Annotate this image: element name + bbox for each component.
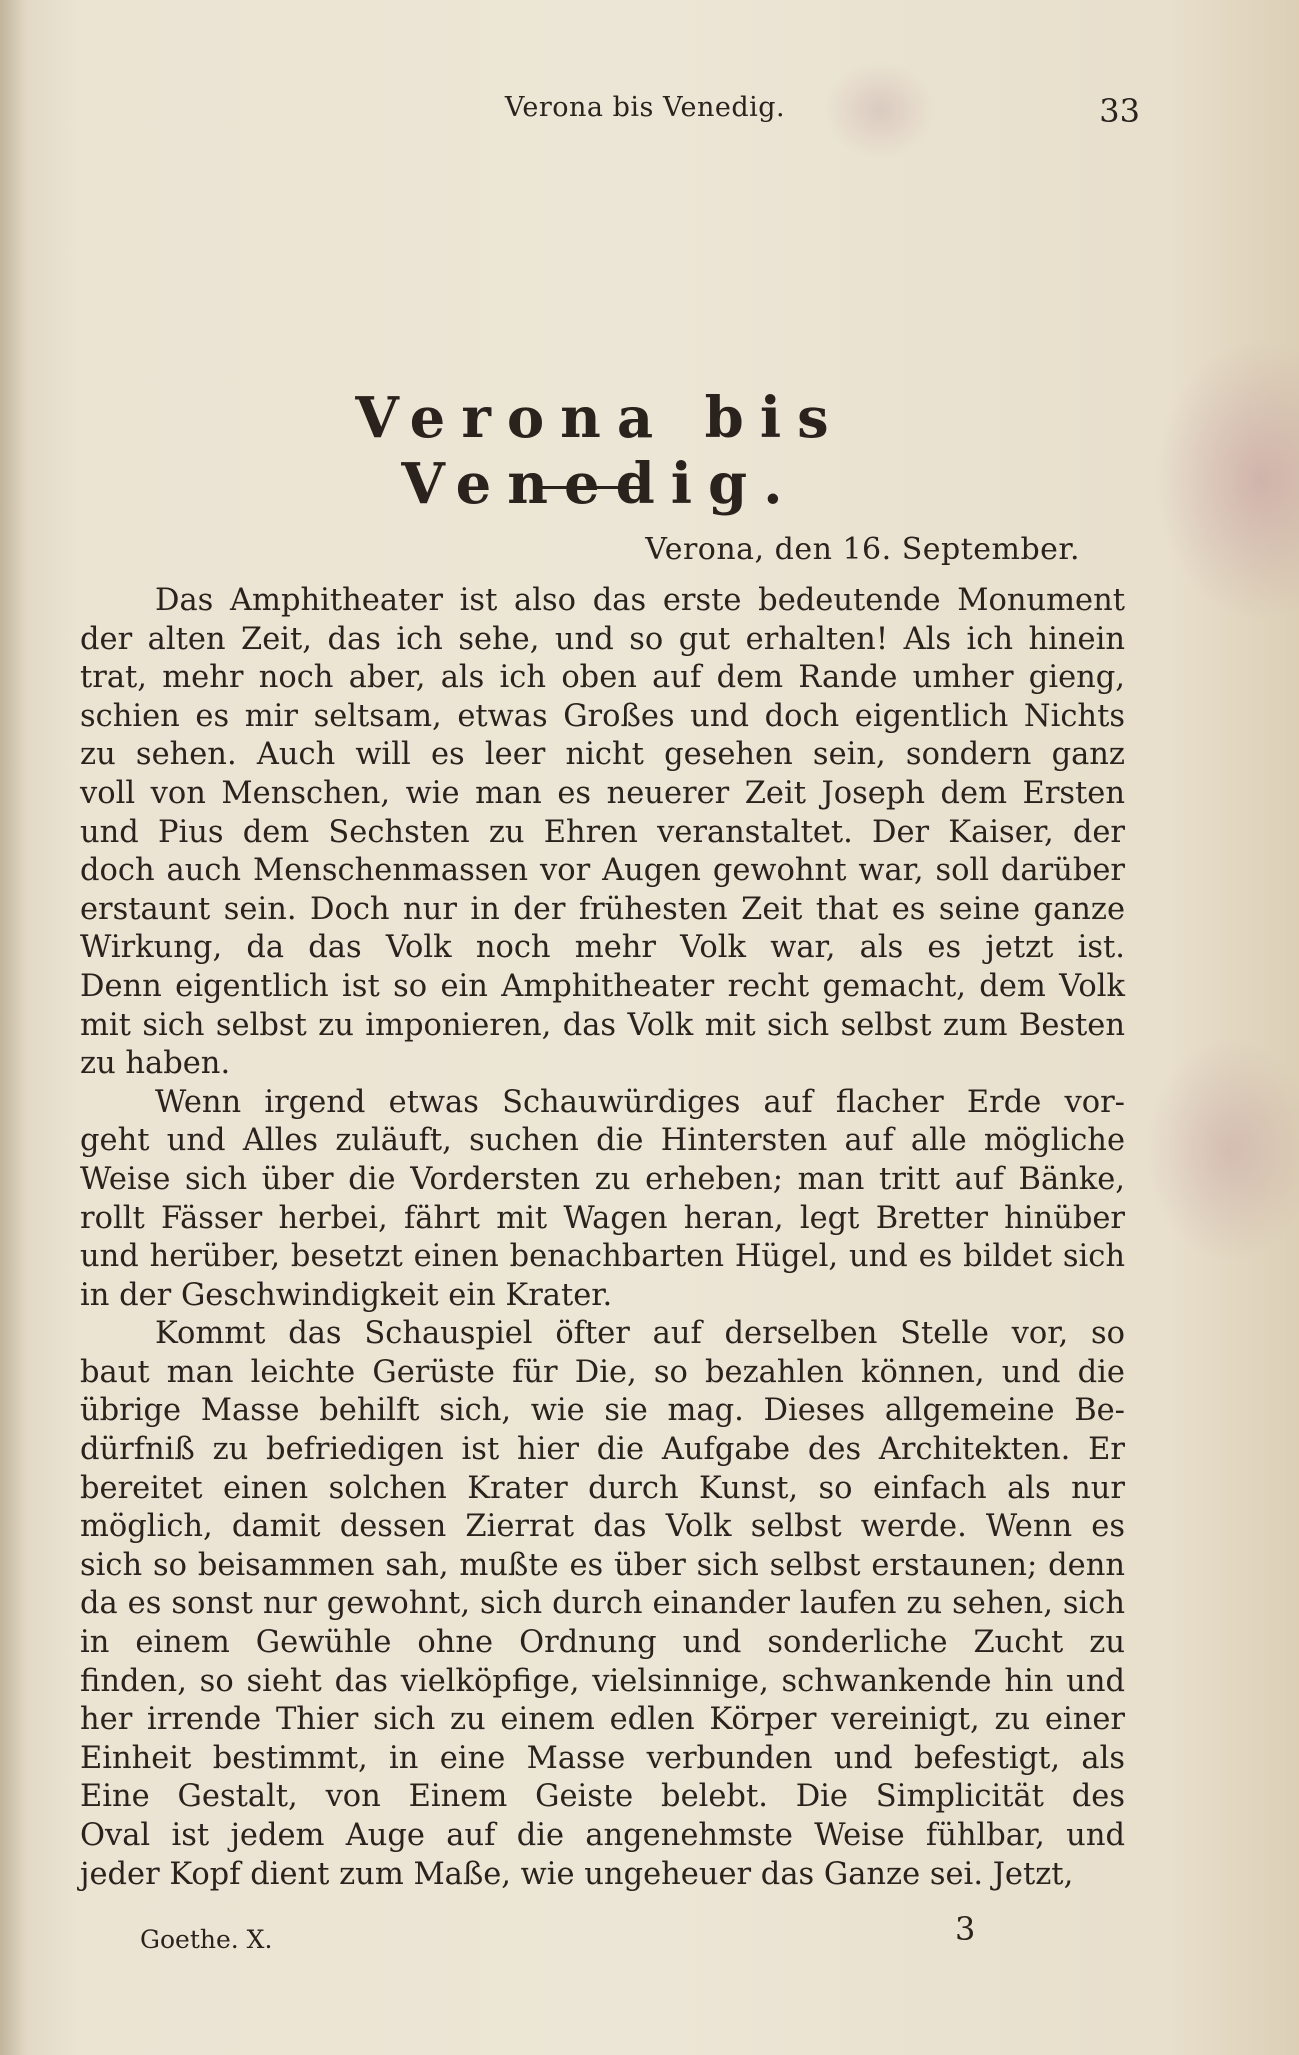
- text-line: Das Amphitheater ist also das erste bedeutende Monument: [155, 583, 1125, 618]
- text-line: möglich, damit dessen Zierrat das Volk selbst werde. Wenn es: [80, 1509, 1125, 1545]
- body-text: [80, 582, 1125, 1894]
- text-line: und Pius dem Sechsten zu Ehren veranstaltet. Der Kaiser, der: [80, 814, 1125, 850]
- text-line: finden, so sieht das vielköpfige, vielsinnige, schwankende hin und: [80, 1663, 1125, 1699]
- paragraph: [80, 582, 1125, 1084]
- text-line: geht und Alles zuläuft, suchen die Hintersten auf alle mögliche: [80, 1123, 1125, 1159]
- text-line: dürfniß zu befriedigen ist hier die Aufgabe des Architekten. Er: [80, 1432, 1125, 1468]
- text-line: jeder Kopf dient zum Maße, wie ungeheuer das Ganze sei. Jetzt,: [80, 1856, 1074, 1892]
- text-line: in einem Gewühle ohne Ordnung und sonderliche Zucht zu: [80, 1625, 1125, 1661]
- running-head: Verona bis Venedig.: [504, 92, 786, 123]
- text-line: Weise sich über die Vordersten zu erheben; man tritt auf Bänke,: [80, 1161, 1125, 1197]
- text-line: da es sonst nur gewohnt, sich durch einander laufen zu sehen, sich: [80, 1586, 1125, 1622]
- text-line: in der Geschwindigkeit ein Krater.: [80, 1277, 613, 1313]
- text-line: und herüber, besetzt einen benachbarten Hügel, und es bildet sich: [80, 1239, 1125, 1275]
- binding-shadow: [0, 0, 26, 2055]
- text-line: baut man leichte Gerüste für Die, so bezahlen können, und die: [80, 1354, 1125, 1390]
- text-line: Eine Gestalt, von Einem Geiste belebt. Die Simplicität des: [80, 1779, 1125, 1815]
- text-line: her irrende Thier sich zu einem edlen Körper vereinigt, zu einer: [80, 1702, 1125, 1738]
- text-line: sich so beisammen sah, mußte es über sich selbst erstaunen; denn: [80, 1547, 1125, 1583]
- page-number: 33: [1099, 92, 1140, 130]
- text-line: zu haben.: [80, 1046, 231, 1082]
- text-line: übrige Masse behilft sich, wie sie mag. Dieses allgemeine Be-: [80, 1393, 1125, 1429]
- text-line: Wirkung, da das Volk noch mehr Volk war, als es jetzt ist.: [80, 930, 1125, 966]
- text-line: erstaunt sein. Doch nur in der frühesten Zeit that es seine ganze: [80, 891, 1125, 927]
- title-divider: [540, 486, 642, 489]
- text-line: voll von Menschen, wie man es neuerer Zeit Joseph dem Ersten: [80, 775, 1125, 811]
- text-line: rollt Fässer herbei, fährt mit Wagen heran, legt Bretter hinüber: [80, 1200, 1125, 1236]
- text-line: mit sich selbst zu imponieren, das Volk mit sich selbst zum Besten: [80, 1007, 1125, 1043]
- footer-author-volume: Goethe. X.: [140, 1925, 273, 1954]
- text-line: Einheit bestimmt, in eine Masse verbunden und befestigt, als: [80, 1740, 1125, 1776]
- text-line: schien es mir seltsam, etwas Großes und doch eigentlich Nichts: [80, 698, 1125, 734]
- text-line: doch auch Menschenmassen vor Augen gewohnt war, soll darüber: [80, 853, 1125, 889]
- text-line: bereitet einen solchen Krater durch Kunst, so einfach als nur: [80, 1470, 1125, 1506]
- text-line: trat, mehr noch aber, als ich oben auf dem Rande umher gieng,: [80, 660, 1125, 696]
- text-line: Oval ist jedem Auge auf die angenehmste Weise fühlbar, und: [80, 1818, 1125, 1853]
- paragraph: [80, 1315, 1125, 1894]
- text-line: Denn eigentlich ist so ein Amphitheater recht gemacht, dem Volk: [80, 968, 1125, 1004]
- dateline: Verona, den 16. September.: [645, 532, 1080, 567]
- text-line: der alten Zeit, das ich sehe, und so gut erhalten! Als ich hinein: [80, 621, 1125, 657]
- signature-mark: 3: [955, 1910, 976, 1948]
- chapter-title: Verona bis Venedig.: [355, 385, 845, 517]
- paragraph: [80, 1084, 1125, 1316]
- text-line: Wenn irgend etwas Schauwürdiges auf flacher Erde vor-: [155, 1084, 1125, 1120]
- text-line: Kommt das Schauspiel öfter auf derselben Stelle vor, so: [155, 1316, 1125, 1352]
- text-line: zu sehen. Auch will es leer nicht gesehen sein, sondern ganz: [80, 737, 1125, 773]
